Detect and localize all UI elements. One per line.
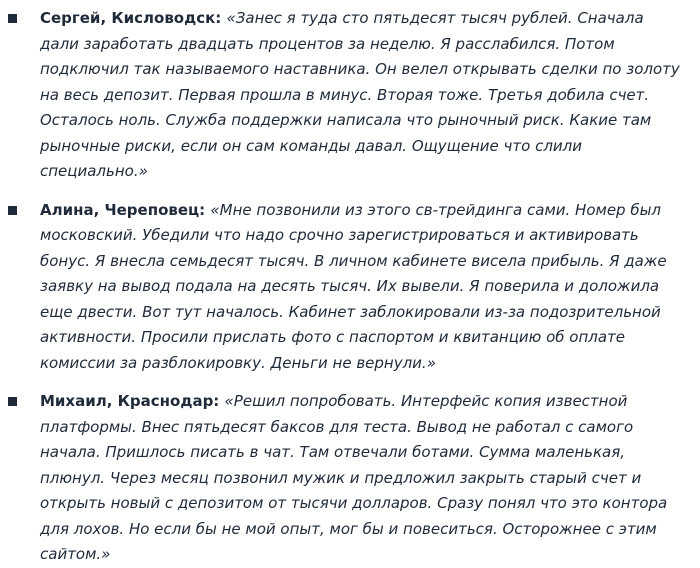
square-bullet-icon xyxy=(8,14,17,23)
testimonial-item xyxy=(8,6,686,185)
testimonial-quote: «Мне позвонили из этого св-трейдинга сами. Номер был московский. Убедили что надо срочно зарегистрироваться и активировать бонус. Я внесла семьдесят тысяч. В личном кабинете висела прибыль. Я даже заявку на вывод подала на десять тысяч. Их вывели. Я поверила и доложила еще двести. Вот тут началось. Кабинет заблокировали из-за подозрительной активности. Просили прислать фото с паспортом и квитанцию об оплате комиссии за разблокировку. Деньги не вернули.» xyxy=(40,200,667,372)
testimonial-quote: «Занес я туда сто пятьдесят тысяч рублей. Сначала дали заработать двадцать процентов за неделю. Я расслабился. Потом подключил так называемого наставника. Он велел открывать сделки по золоту на весь депозит. Первая прошла в минус. Вторая тоже. Третья добила счет. Осталось ноль. Служба поддержки написала что рыночный риск. Какие там рыночные риски, если он сам команды давал. Ощущение что слили специально.» xyxy=(40,9,680,180)
square-bullet-icon xyxy=(8,397,17,406)
testimonial-author: Сергей, Кисловодск: xyxy=(40,9,227,27)
testimonial-quote: «Решил попробовать. Интерфейс копия известной платформы. Внес пятьдесят баксов для теста. Вывод не работал с самого начала. Пришлось писать в чат. Там отвечали ботами. Сумма маленькая, плюнул. Через месяц позвонил мужик и предложил закрыть старый счет и открыть новый с депозитом от тысячи долларов. Сразу понял что это контора для лохов. Но если бы не мой опыт, мог бы и повеситься. Осторожнее с этим сайтом.» xyxy=(40,392,668,563)
testimonial-item xyxy=(8,389,686,568)
testimonial-author: Алина, Череповец: xyxy=(40,200,211,219)
testimonial-item xyxy=(8,198,686,377)
square-bullet-icon xyxy=(8,206,17,215)
testimonial-author: Михаил, Краснодар: xyxy=(40,392,225,410)
